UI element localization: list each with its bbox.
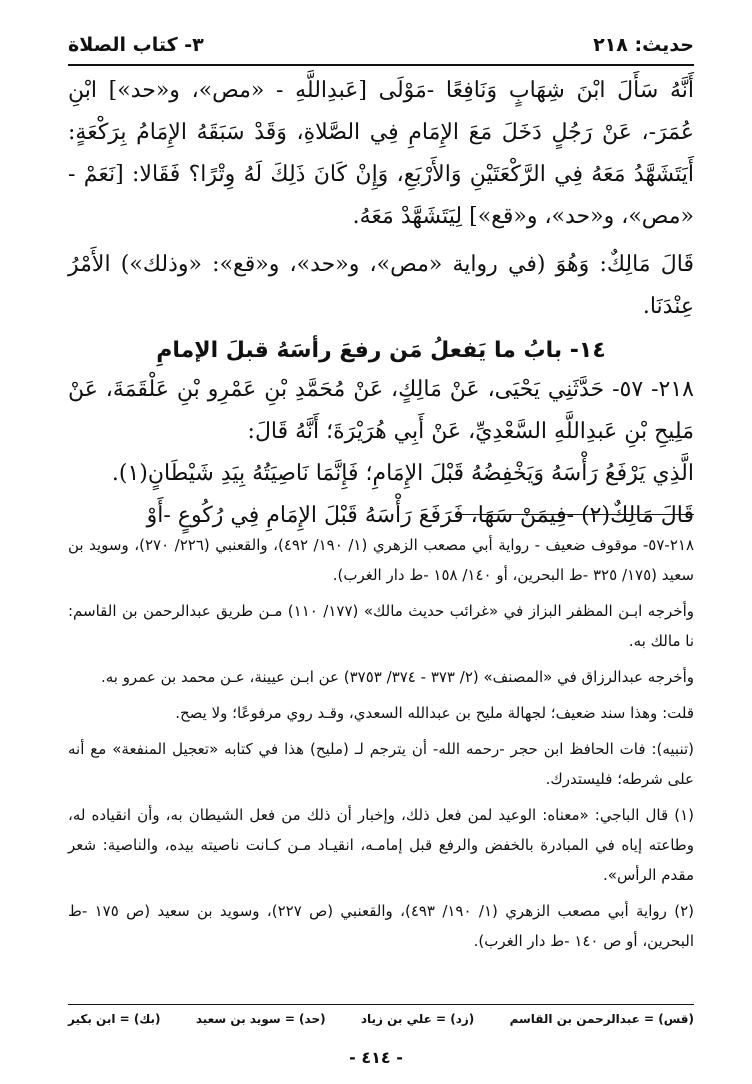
footnote-verdict: قلت: وهذا سند ضعيف؛ لجهالة مليح بن عبدالله السعدي، وقـد روي مرفوعًا؛ ولا يصح.	[175, 704, 694, 722]
abbr-bk: (بك) = ابن بكير	[68, 1012, 161, 1026]
hadith-number-label: حديث: ٢١٨	[593, 34, 694, 56]
abbr-zd: (زد) = علي بن زياد	[360, 1012, 475, 1026]
header-rule	[68, 64, 694, 66]
footnote-2: (٢) رواية أبي مصعب الزهري (١/ ١٩٠/ ٤٩٣)، والقعنبي (ص ٢٢٧)، وسويد بن سعيد (ص ١٧٥ -ط البحرين، أو ص ١٤٠ -ط دار الغرب).	[68, 902, 694, 950]
main-text	[68, 70, 694, 537]
paragraph-3: ٢١٨- ٥٧- حَدَّثَنِي يَحْيَى، عَنْ مَالِكٍ، عَنْ مُحَمَّدِ بْنِ عَمْرِو بْنِ عَلْقَمَةَ، عَنْ مَلِيحِ بْنِ عَبدِاللَّهِ السَّعْدِيِّ، عَنْ أَبِي هُرَيْرَةَ؛ أَنَّهُ قَالَ:	[68, 377, 694, 444]
paragraph-2: قَالَ مَالِكٌ: وَهُوَ (في رواية «مص»، و«حد»، و«قع»: «وذلك») الأَمْرُ عِنْدَنَا.	[68, 252, 694, 319]
paragraph-1: أَنَّهُ سَأَلَ ابْنَ شِهَابٍ وَنَافِعًا -مَوْلَى [عَبدِاللَّهِ - «مص»، و«حد»] ابْنِ عُمَرَ-، عَنْ رَجُلٍ دَخَلَ مَعَ الإِمَامِ فِي الصَّلاةِ، وَقَدْ سَبَقَهُ الإِمَامُ بِرَكْعَةٍ: أَيَتَشَهَّدُ مَعَهُ فِي الرَّكْعَتَيْنِ وَالأَرْبَعِ، وَإِنْ كَانَ ذَلِكَ لَهُ وِتْرًا؟ فَقَالا: [نَعَمْ - «مص»، و«حد»، و«قع»] لِيَتَشَهَّدْ مَعَهُ.	[68, 78, 694, 229]
footnote-tanbih: (تنبيه): فات الحافظ ابن حجر -رحمه الله- أن يترجم لـ (مليح) هذا في كتابه «تعجيل المنفعة» مع أنه على شرطه؛ فليستدرك.	[68, 740, 694, 788]
page-number: - ٤١٤ -	[349, 1048, 403, 1067]
paragraph-4: الَّذِي يَرْفَعُ رَأْسَهُ وَيَخْفِضُهُ قَبْلَ الإِمَامِ؛ فَإِنَّمَا نَاصِيَتُهُ بِيَدِ شَيْطَانٍ(١).	[111, 461, 694, 486]
paragraph-5: قَالَ مَالِكٌ(٢) -فِيمَنْ سَهَا، فَرَفَعَ رَأْسَهُ قَبْلَ الإِمَامِ فِي رُكُوعٍ -أَوْ	[146, 503, 694, 528]
book-title: ٣- كتاب الصلاة	[68, 34, 204, 56]
footnote-bazzar: وأخرجه ابـن المظفر البزاز في «غرائب حديث مالك» (١٧٧/ ١١٠) مـن طريق عبدالرحمن بن القاسم: نا مالك به.	[68, 602, 695, 650]
abbr-hd: (حد) = سويد بن سعيد	[195, 1012, 326, 1026]
footnote-abdulrazzaq: وأخرجه عبدالرزاق في «المصنف» (٢/ ٣٧٣ - ٣٧٤/ ٣٧٥٣) عن ابـن عيينة، عـن محمد بن عمرو به.	[100, 668, 694, 686]
page-header	[68, 28, 694, 62]
footnotes	[68, 530, 694, 962]
chapter-heading: ١٤- بابُ ما يَفعلُ مَن رفعَ رأسَهُ قبلَ الإمامِ	[156, 338, 606, 363]
abbreviations-key	[68, 1012, 694, 1026]
footnote-1: (١) قال الباجي: «معناه: الوعيد لمن فعل ذلك، وإخبار أن ذلك من فعل الشيطان به، وأن انقياده له، وطاعته إياه في المبادرة بالخفض والرفع قبل إمامـه، انقيـاد مـن كـانت ناصيته بيده، والناصية: شعر مقدم الرأس».	[68, 806, 694, 884]
abbr-qs: (قس) = عبدالرحمن بن القاسم	[509, 1012, 694, 1026]
abbreviations-separator	[68, 1004, 694, 1005]
footnote-takhrij: ٢١٨-٥٧- موقوف ضعيف - رواية أبي مصعب الزهري (١/ ١٩٠/ ٤٩٢)، والقعنبي (٢٢٦/ ٢٧٠)، وسويد بن سعيد (١٧٥/ ٣٢٥ -ط البحرين، أو ١٤٠/ ١٥٨ -ط دار الغرب).	[68, 536, 695, 584]
footnote-separator	[456, 514, 694, 515]
